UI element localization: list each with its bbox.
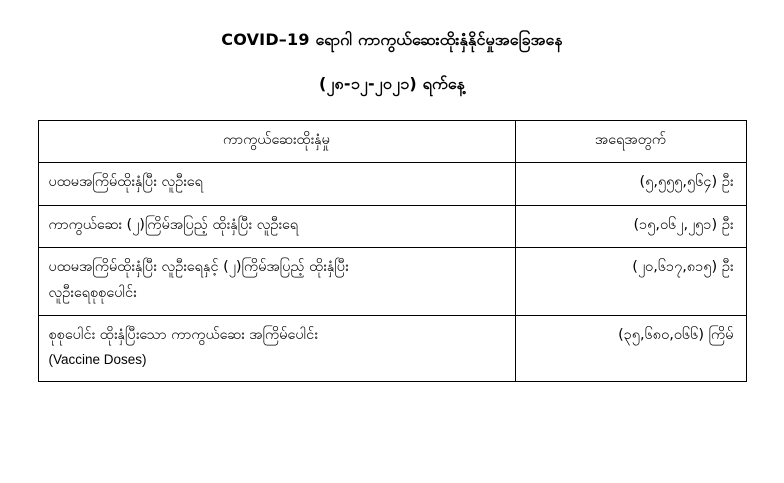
table-cell-label-line1: စုစုပေါင်း ထိုးနှံပြီးသော ကာကွယ်ဆေး အကြိမ်ပေါင်း (48, 326, 318, 343)
table-cell-label-line1: ပထမအကြိမ်ထိုးနှံပြီး လူဦးရေနှင့် (၂)ကြိမ်အပြည့် ထိုးနှံပြီး (48, 259, 349, 276)
table-cell-label (38, 315, 515, 381)
table-row (38, 248, 746, 316)
table-header-label: ကာကွယ်ဆေးထိုးနှံမှု (38, 121, 515, 163)
table-cell-label-line2: လူဦးရေစုစုပေါင်း (48, 284, 137, 301)
table-cell-value: (၅,၅၅၅,၅၆၄) ဦး (515, 163, 746, 205)
table-row (38, 205, 746, 247)
vaccination-status-table (38, 120, 747, 382)
table-cell-label (38, 248, 515, 316)
document-title-block (0, 0, 784, 96)
table-header-row (38, 121, 746, 163)
table-cell-value: (၂၀,၆၁၇,၈၁၅) ဦး (515, 248, 746, 316)
table-header-value: အရေအတွက် (515, 121, 746, 163)
table-cell-label (38, 163, 515, 205)
table-row (38, 315, 746, 381)
table-row (38, 163, 746, 205)
table-cell-value: (၁၅,၀၆၂,၂၅၁) ဦး (515, 205, 746, 247)
table-cell-label-line1: ကာကွယ်ဆေး (၂)ကြိမ်အပြည့် ထိုးနှံပြီး လူဦးရေ (48, 216, 299, 233)
page-title: COVID–19 ရောဂါ ကာကွယ်ဆေးထိုးနှံနိုင်မှုအခြေအနေ (221, 30, 563, 49)
table-cell-label (38, 205, 515, 247)
page-subtitle-date: (၂၈-၁၂-၂၀၂၁) ရက်နေ့ (318, 74, 466, 93)
table-cell-label-line2: (Vaccine Doses) (48, 352, 147, 368)
table-cell-value: (၃၅,၆၈၀,၀၆၆) ကြိမ် (515, 315, 746, 381)
table-cell-label-line1: ပထမအကြိမ်ထိုးနှံပြီး လူဦးရေ (48, 174, 203, 191)
